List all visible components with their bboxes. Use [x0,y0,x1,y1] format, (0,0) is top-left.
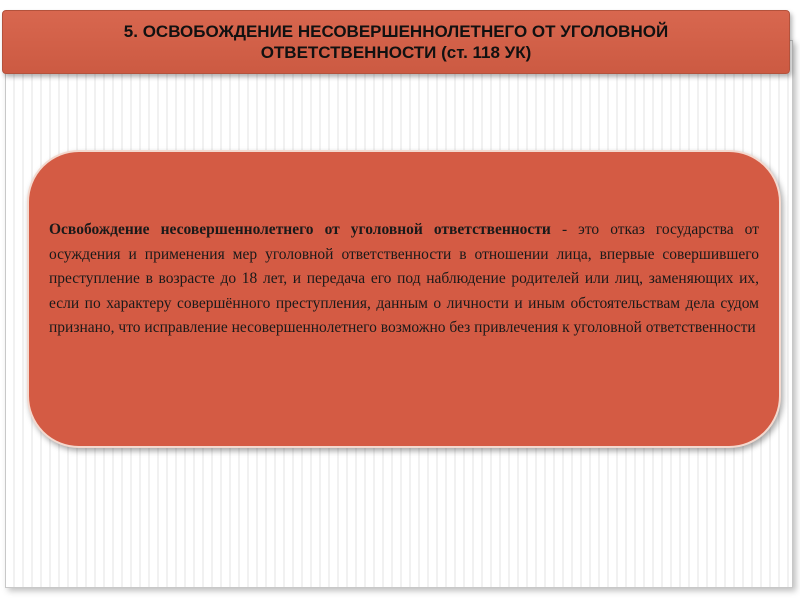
slide-title: 5. ОСВОБОЖДЕНИЕ НЕСОВЕРШЕННОЛЕТНЕГО ОТ УГОЛОВНОЙ ОТВЕТСТВЕННОСТИ (ст. 118 УК) [123,22,669,62]
definition-term: Освобождение несовершеннолетнего от уголовной ответственности [49,221,551,238]
definition-body: - это отказ государства от осуждения и применения мер уголовной ответственности в отношении лица, впервые совершившего преступление в возрасте до 18 лет, и передача его под наблюдение родителей или лиц, заменяющих их, если по характеру совершённого преступления, данным о личности и иным обстоятельствам дела судом признано, что исправление несовершеннолетнего возможно без привлечения к уголовной ответственности [49,221,760,336]
title-banner [2,10,790,74]
definition-box [27,150,781,448]
definition-text [49,218,759,341]
